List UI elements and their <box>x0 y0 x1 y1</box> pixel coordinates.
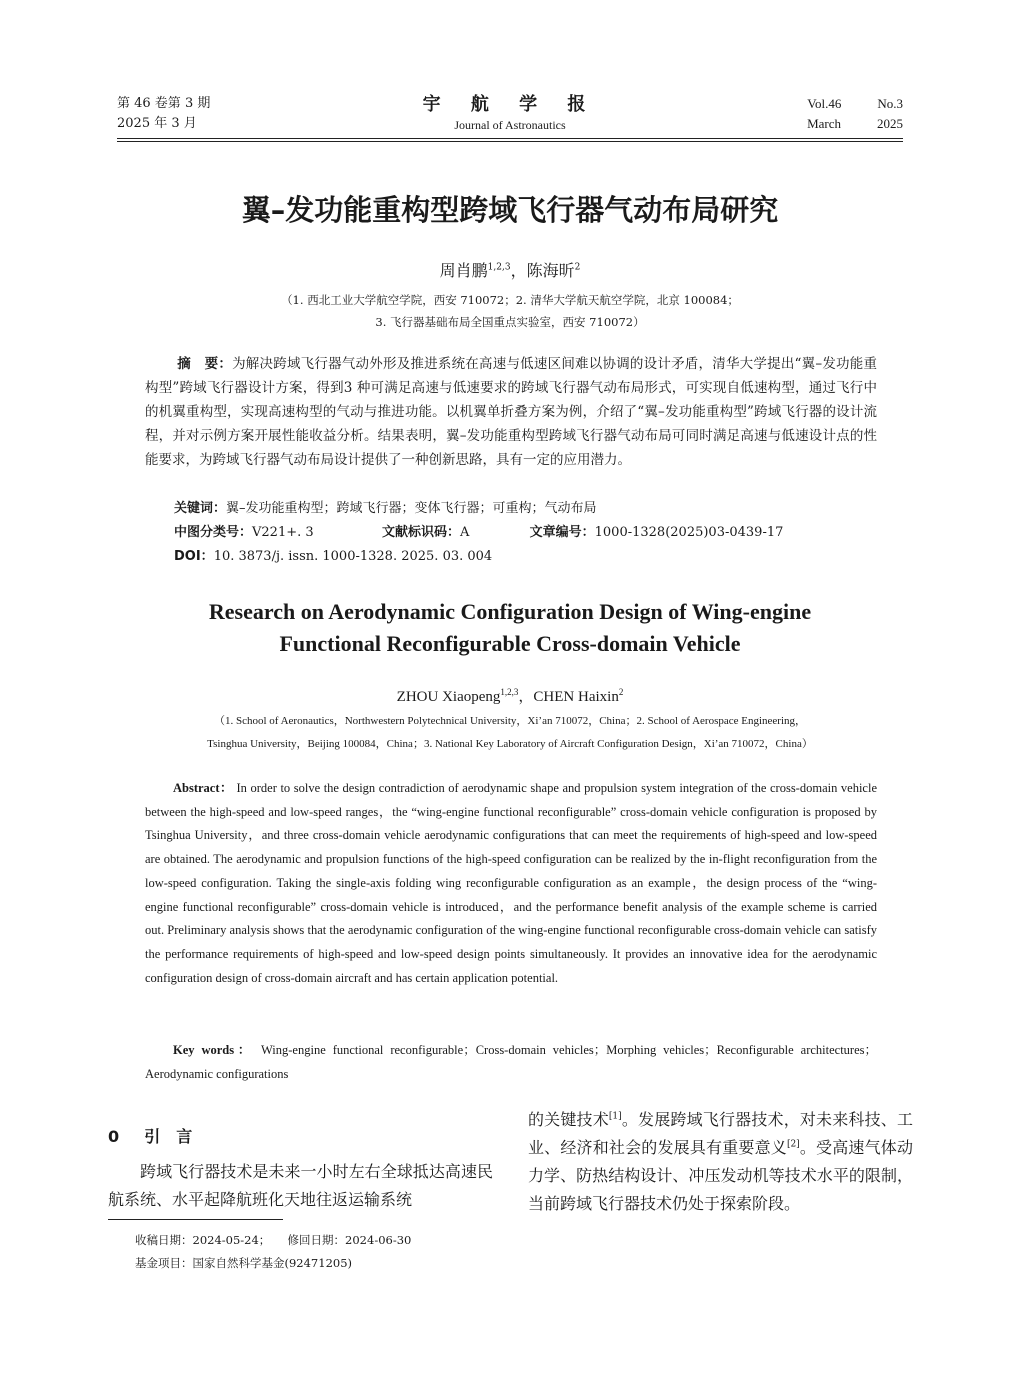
body-column-right <box>528 1106 913 1218</box>
abstract-en <box>145 777 877 990</box>
author-2-cn-affil: 2 <box>574 262 581 273</box>
issue-en: No.3 <box>877 96 903 111</box>
clc-value: V221+. 3 <box>252 525 314 540</box>
volume-issue-cn: 第 46 卷第 3 期 <box>117 96 211 111</box>
authors-en <box>0 685 1020 706</box>
body-text-right-1: 的关键技术 <box>528 1110 609 1129</box>
keywords-cn-text: 翼–发功能重构型；跨域飞行器；变体飞行器；可重构；气动布局 <box>226 501 597 516</box>
author-separator-cn: ， <box>510 261 527 280</box>
author-separator-en: ， <box>518 689 534 705</box>
abstract-cn-label: 摘 要： <box>177 356 233 372</box>
keywords-cn-label: 关键词： <box>174 501 227 516</box>
date-cn: 2025 年 3 月 <box>117 116 197 131</box>
abstract-cn <box>145 352 877 472</box>
affiliations-cn <box>0 289 1020 333</box>
journal-name-cn: 宇 航 学 报 <box>422 94 598 115</box>
volume-en: Vol.46 <box>807 96 842 111</box>
header-rule-bottom <box>117 141 903 142</box>
classification-line <box>174 521 874 540</box>
affiliation-en-line: Tsinghua University，Beijing 100084，China；3. National Key Laboratory of Aircraft Configuration Design，Xi’an 710072，China） <box>207 738 813 750</box>
author-1-cn: 周肖鹏 <box>439 261 488 280</box>
affiliations-en <box>0 710 1020 756</box>
doi-label: DOI： <box>174 549 214 564</box>
footnote-received: 收稿日期：2024-05-24； 修回日期：2024-06-30 <box>135 1233 412 1247</box>
section-heading <box>108 1124 192 1147</box>
body-text-right-3: 。受高速气体动力学、防热结构设计、冲压发动机等技术水平的限制，当前跨域飞行器技术仍处于探索阶段。 <box>528 1138 913 1213</box>
paper-title-en-line: Functional Reconfigurable Cross-domain Vehicle <box>279 631 741 656</box>
authors-cn <box>0 258 1020 281</box>
affiliation-en-line: （1. School of Aeronautics，Northwestern Polytechnical University，Xi’an 710072，China；2. School of Aerospace Engineering， <box>213 715 807 727</box>
paper-title-cn: 翼–发功能重构型跨域飞行器气动布局研究 <box>241 193 779 227</box>
article-number-label: 文章编号： <box>529 525 595 540</box>
affiliation-cn-line: （1. 西北工业大学航空学院，西安 710072；2. 清华大学航天航空学院，北京 100084； <box>281 293 739 307</box>
clc-label: 中图分类号： <box>174 525 253 540</box>
header-rule-top <box>117 138 903 139</box>
footnote-fund: 基金项目：国家自然科学基金(92471205) <box>135 1256 353 1270</box>
body-paragraph-left: 跨域飞行器技术是未来一小时左右全球抵达高速民航系统、水平起降航班化天地往返运输系统 <box>108 1162 493 1209</box>
author-1-en: ZHOU Xiaopeng <box>396 689 501 705</box>
section-number: 0 <box>108 1127 120 1146</box>
journal-name-en: Journal of Astronautics <box>454 118 566 132</box>
citation-ref-1: [1] <box>608 1111 622 1122</box>
author-1-cn-affil: 1,2,3 <box>487 262 511 273</box>
keywords-cn <box>174 497 597 516</box>
abstract-en-text: In order to solve the design contradiction of aerodynamic shape and propulsion system integration of the cross-domain vehicle between the high-speed and low-speed ranges，the “wing-engine functional reconfigurable” cross-domain vehicle configuration is proposed by Tsinghua University，and three cross-domain vehicle aerodynamic configurations that can meet the requirements of high-speed and low-speed are obtained. The aerodynamic and propulsion functions of the high-speed configuration can be realized by the in-flight reconfiguration from the low-speed configuration. Taking the single-axis folding wing reconfigurable configuration as an example，the design process of the “wing-engine functional reconfigurable” cross-domain vehicle is introduced，and the performance benefit analysis of the example scheme is carried out. Preliminary analysis shows that the aerodynamic configuration of the wing-engine functional reconfigurable cross-domain vehicle can satisfy the performance requirements of high-speed and low-speed design points simultaneously. It provides an innovative idea for the aerodynamic configuration design of cross-domain aircraft and has certain application potential. <box>145 781 878 985</box>
doi-value: 10. 3873/j. issn. 1000-1328. 2025. 03. 004 <box>213 549 493 564</box>
abstract-en-label: Abstract： <box>173 781 233 795</box>
citation-ref-2: [2] <box>786 1139 800 1150</box>
paper-title-en-line: Research on Aerodynamic Configuration Design of Wing-engine <box>208 599 812 624</box>
footnote-rule <box>108 1219 283 1220</box>
keywords-en-text: Wing-engine functional reconfigurable；Cross-domain vehicles；Morphing vehicles；Reconfigurable architectures；Aerodynamic configurations <box>145 1043 877 1081</box>
doc-code-label: 文献标识码： <box>381 525 460 540</box>
year-en: 2025 <box>877 116 903 131</box>
author-2-cn: 陈海昕 <box>526 261 575 280</box>
body-column-left <box>108 1158 493 1214</box>
author-2-en-affil: 2 <box>618 687 624 697</box>
author-1-en-affil: 1,2,3 <box>500 687 519 697</box>
keywords-en-label: Key words： <box>173 1043 255 1057</box>
body-text-right-2: 。发展跨域飞行器技术，对未来科技、工业、经济和社会的发展具有重要意义 <box>528 1110 913 1157</box>
doi-line <box>174 545 492 564</box>
affiliation-cn-line: 3. 飞行器基础布局全国重点实验室，西安 710072） <box>375 315 645 329</box>
keywords-en <box>145 1038 877 1086</box>
abstract-cn-text: 为解决跨域飞行器气动外形及推进系统在高速与低速区间难以协调的设计矛盾，清华大学提出“翼–发功能重构型”跨域飞行器设计方案，得到3 种可满足高速与低速要求的跨域飞行器气动布局形式，可实现自低速构型，通过飞行中的机翼重构型，实现高速构型的气动与推进功能。以机翼单折叠方案为例，介绍了“翼–发功能重构型”跨域飞行器的设计流程，并对示例方案开展性能收益分析。结果表明，翼–发功能重构型跨域飞行器气动布局可同时满足高速与低速设计点的性能要求，为跨域飞行器气动布局设计提供了一种创新思路，具有一定的应用潜力。 <box>145 356 877 468</box>
author-2-en: CHEN Haixin <box>533 689 619 705</box>
article-number-value: 1000-1328(2025)03-0439-17 <box>594 525 784 540</box>
running-header-right <box>807 94 903 134</box>
section-title: 引 言 <box>144 1127 193 1146</box>
doc-code-value: A <box>459 525 470 540</box>
month-en: March <box>807 116 841 131</box>
paper-title-en <box>0 596 1020 660</box>
